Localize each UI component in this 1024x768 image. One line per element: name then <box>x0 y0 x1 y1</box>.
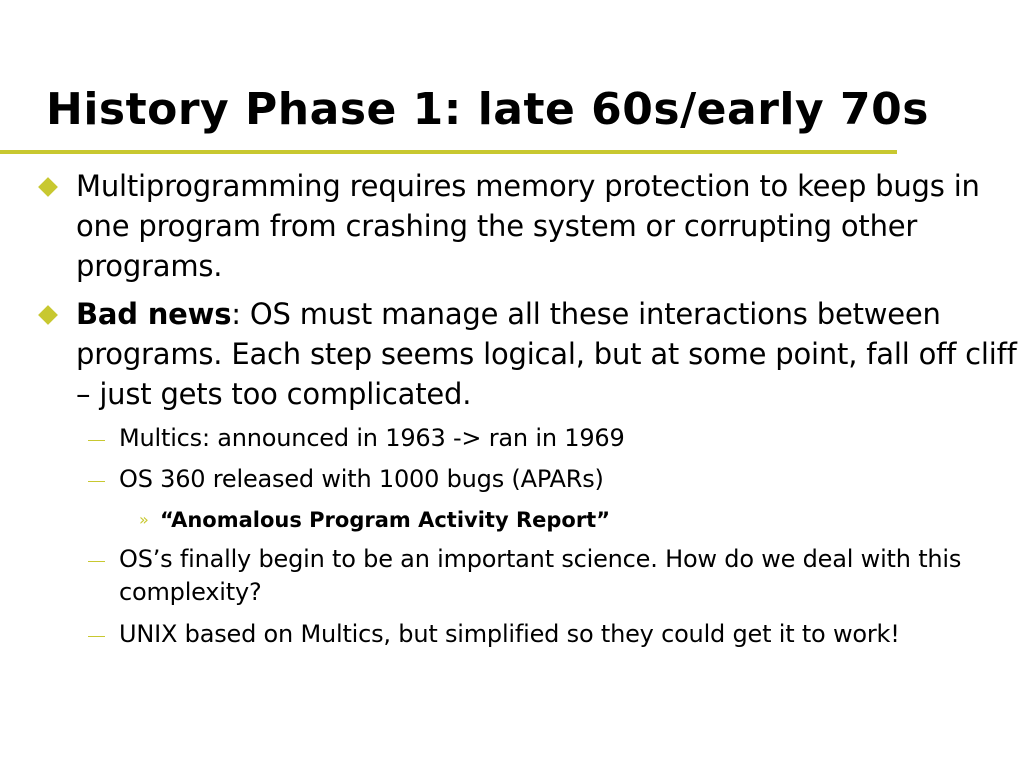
diamond-bullet-icon <box>38 177 58 197</box>
diamond-bullet-icon <box>38 305 58 325</box>
sub-sub-bullet-text: “Anomalous Program Activity Report” <box>160 508 611 532</box>
dash-bullet-icon <box>88 481 105 482</box>
sub-bullet-text: Multics: announced in 1963 -> ran in 1969 <box>119 424 625 452</box>
dash-bullet-icon <box>88 440 105 441</box>
dash-bullet-icon <box>88 561 105 562</box>
bullet-text: Multiprogramming requires memory protection to keep bugs in one program from crashing the system or corrupting other programs. <box>76 169 980 283</box>
sub-bullet-text: OS 360 released with 1000 bugs (APARs) <box>119 465 604 493</box>
slide-title: History Phase 1: late 60s/early 70s <box>46 84 929 135</box>
bullet-text <box>76 294 1021 414</box>
raquo-bullet-icon: » <box>139 510 149 529</box>
dash-bullet-icon <box>88 636 105 637</box>
bullet-body: : OS must manage all these interactions between programs. Each step seems logical, but at some point, fall off cliff – just gets too complicated. <box>76 297 1017 411</box>
sub-bullet-text: UNIX based on Multics, but simplified so they could get it to work! <box>119 620 900 648</box>
sub-bullet-text: OS’s finally begin to be an important science. How do we deal with this complexity? <box>119 545 962 606</box>
bullet-bold-label: Bad news <box>76 297 232 331</box>
